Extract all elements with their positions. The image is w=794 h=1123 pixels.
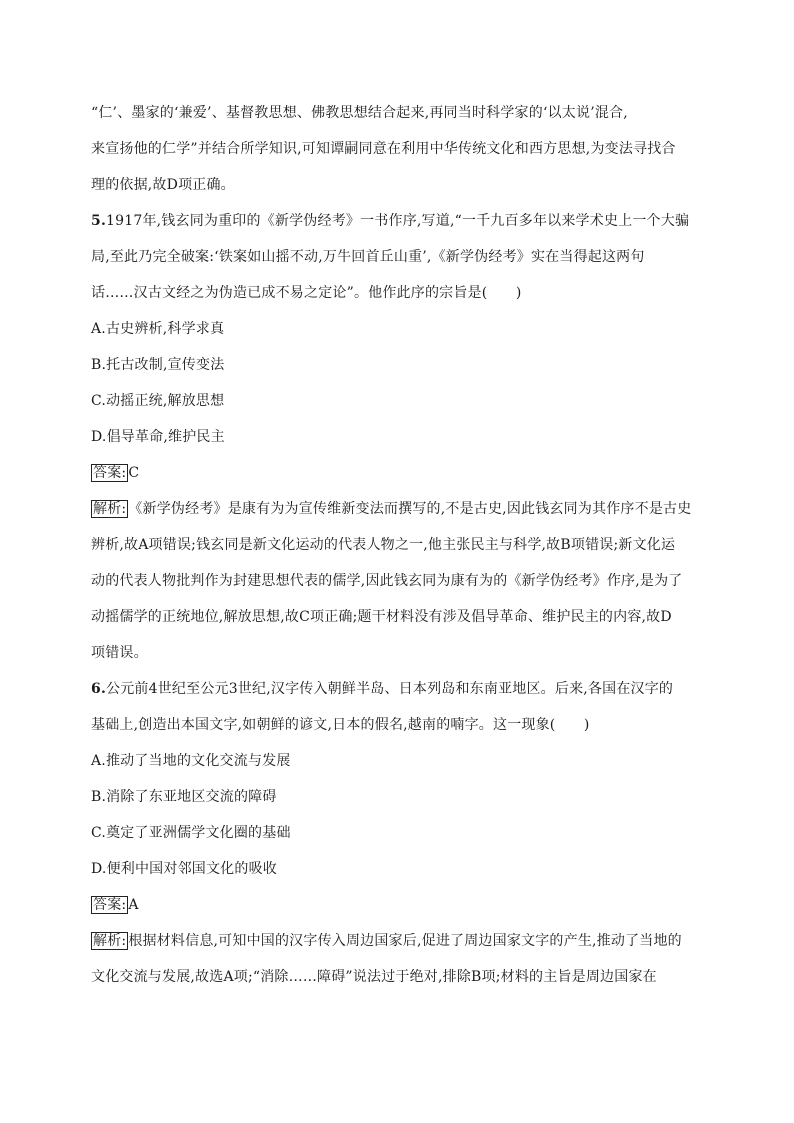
q5-option-b: B.托古改制,宣传变法 (91, 357, 225, 373)
q6-answer (91, 895, 711, 915)
q5-answer (91, 463, 711, 483)
intro-line-2: 来宣扬他的仁学”并结合所学知识,可知谭嗣同意在利用中华传统文化和西方思想,为变法寻找合 (91, 141, 676, 157)
q6-number: 6. (91, 681, 107, 697)
q6-option-b: B.消除了东亚地区交流的障碍 (91, 789, 277, 805)
q5-number: 5. (91, 213, 107, 229)
q5-analysis-label: 解析: (93, 501, 127, 517)
q5-stem-line-1 (91, 211, 711, 231)
q5-analysis-line-5: 项错误。 (91, 645, 148, 661)
q5-answer-label: 答案: (93, 465, 127, 481)
q5-option-c: C.动摇正统,解放思想 (91, 393, 225, 409)
q5-answer-value: C (128, 465, 140, 481)
q6-answer-label: 答案: (93, 897, 127, 913)
q5-option-a: A.古史辨析,科学求真 (91, 321, 225, 337)
q5-stem-text-1: 1917年,钱玄同为重印的《新学伪经考》一书作序,写道,“一千九百多年以来学术史上一个大骗 (106, 213, 690, 229)
q6-analysis-line-2: 文化交流与发展,故选A项;“消除……障碍”说法过于绝对,排除B项;材料的主旨是周边国家在 (91, 969, 657, 985)
q6-stem-line-2: 基础上,创造出本国文字,如朝鲜的谚文,日本的假名,越南的喃字。这一现象( ) (91, 717, 590, 733)
q6-option-c: C.奠定了亚洲儒学文化圈的基础 (91, 825, 291, 841)
q5-stem-line-3: 话……汉古文经之为伪造已成不易之定论”。他作此序的宗旨是( ) (91, 285, 522, 301)
q6-option-d: D.便利中国对邻国文化的吸收 (91, 861, 277, 877)
q5-analysis-text-1: 《新学伪经考》是康有为为宣传维新变法而撰写的,不是古史,因此钱玄同为其作序不是古史 (128, 501, 692, 517)
q5-analysis-line-3: 动的代表人物批判作为封建思想代表的儒学,因此钱玄同为康有为的《新学伪经考》作序,是为了 (91, 573, 683, 589)
q5-analysis-line-4: 动摇儒学的正统地位,解放思想,故C项正确;题干材料没有涉及倡导革命、维护民主的内容,故D (91, 609, 672, 625)
q6-analysis-line-1 (91, 931, 711, 951)
q6-option-a: A.推动了当地的文化交流与发展 (91, 753, 291, 769)
intro-line-1: “仁’、墨家的‘兼爱’、基督教思想、佛教思想结合起来,再同当时科学家的‘以太说’混合, (91, 105, 628, 121)
q6-answer-value: A (128, 897, 139, 913)
q6-stem-line-1 (91, 679, 711, 699)
q5-stem-line-2: 局,至此乃完全破案:‘铁案如山摇不动,万牛回首丘山重’,《新学伪经考》实在当得起这两句 (91, 249, 645, 265)
q5-analysis-line-2: 辨析,故A项错误;钱玄同是新文化运动的代表人物之一,他主张民主与科学,故B项错误;新文化运 (91, 537, 676, 553)
q5-analysis-line-1 (91, 499, 711, 519)
q6-stem-text-1: 公元前4世纪至公元3世纪,汉字传入朝鲜半岛、日本列岛和东南亚地区。后来,各国在汉字的 (106, 681, 674, 697)
q6-analysis-label: 解析: (93, 933, 127, 949)
q6-analysis-text-1: 根据材料信息,可知中国的汉字传入周边国家后,促进了周边国家文字的产生,推动了当地的 (128, 933, 682, 949)
intro-line-3: 理的依据,故D项正确。 (91, 177, 235, 193)
q5-option-d: D.倡导革命,维护民主 (91, 429, 225, 445)
